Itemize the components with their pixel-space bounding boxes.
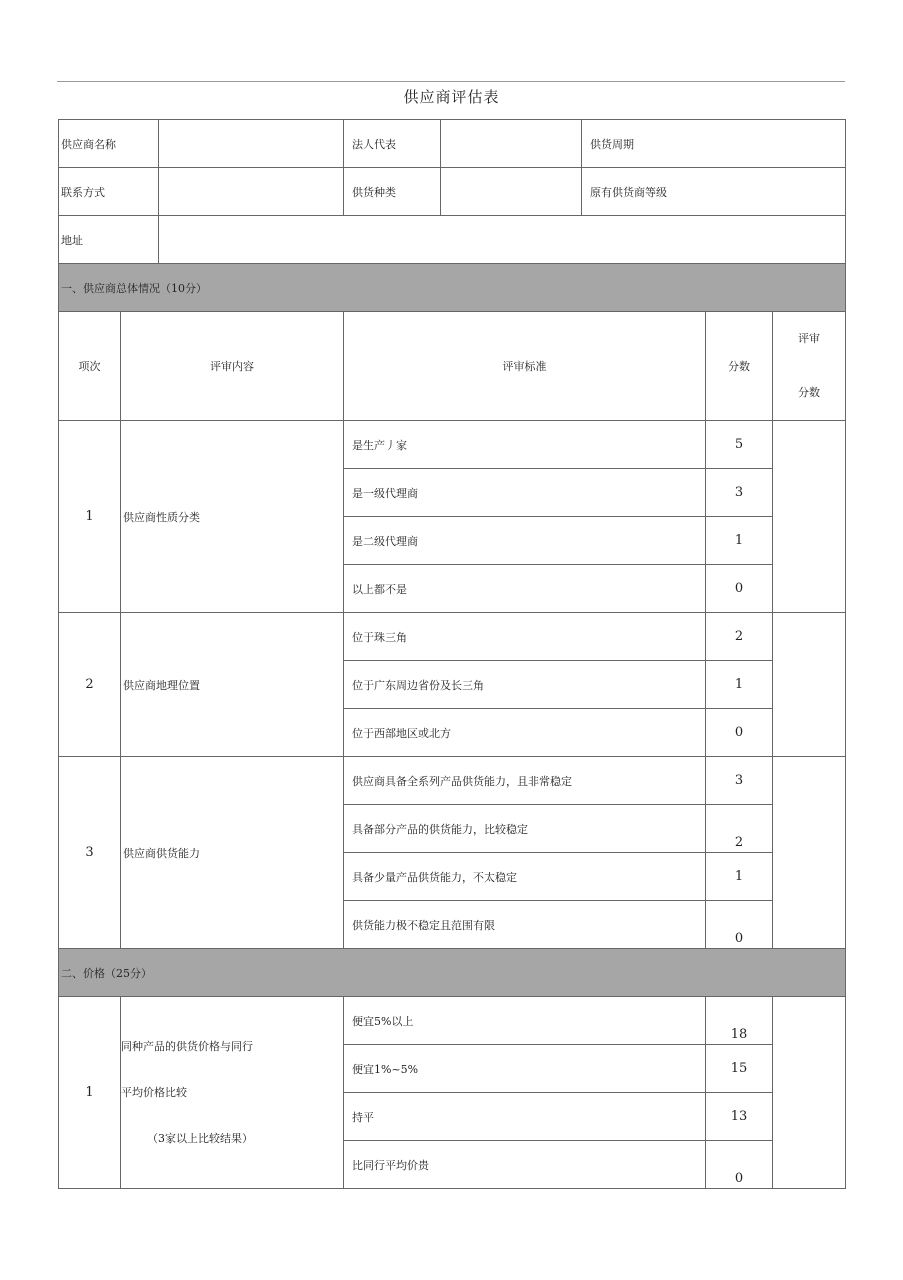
criteria-cell: 以上都不是 <box>344 565 706 613</box>
header-review-line2: 分数 <box>798 386 821 399</box>
form-title: 供应商评估表 <box>403 88 500 106</box>
contact-label: 联系方式 <box>59 168 159 216</box>
criteria-cell: 位于西部地区或北方 <box>344 709 706 757</box>
item-number: 3 <box>59 757 121 949</box>
evaluation-table <box>58 119 846 1189</box>
header-criteria: 评审标准 <box>344 312 706 421</box>
score-cell: 0 <box>706 901 773 949</box>
table-row <box>59 421 846 469</box>
criteria-cell: 比同行平均价贵 <box>344 1141 706 1189</box>
item-content: 供应商供货能力 <box>121 757 344 949</box>
criteria-cell: 供货能力极不稳定且范围有限 <box>344 901 706 949</box>
criteria-cell: 具备部分产品的供货能力，比较稳定 <box>344 805 706 853</box>
item-content-line: 平均价格比较 <box>121 1085 187 1099</box>
header-row <box>59 312 846 421</box>
table-row <box>59 757 846 805</box>
item-number: 1 <box>59 421 121 613</box>
score-cell: 18 <box>706 997 773 1045</box>
supply-cycle-label: 供货周期 <box>582 120 846 168</box>
item-content-line: 同种产品的供货价格与同行 <box>121 1039 253 1053</box>
score-cell: 1 <box>706 661 773 709</box>
score-cell: 0 <box>706 709 773 757</box>
score-cell: 3 <box>706 469 773 517</box>
supply-type-field[interactable] <box>441 168 582 216</box>
score-cell: 0 <box>706 565 773 613</box>
section-2-row <box>59 949 846 997</box>
criteria-cell: 便宜5%以上 <box>344 997 706 1045</box>
info-row-2 <box>59 168 846 216</box>
score-cell: 5 <box>706 421 773 469</box>
info-row-3 <box>59 216 846 264</box>
review-score-field[interactable] <box>773 421 846 613</box>
criteria-cell: 便宜1%~5% <box>344 1045 706 1093</box>
item-content <box>121 997 344 1189</box>
score-cell: 2 <box>706 805 773 853</box>
legal-rep-field[interactable] <box>441 120 582 168</box>
item-content-line: （3家以上比较结果） <box>147 1131 253 1145</box>
score-cell: 3 <box>706 757 773 805</box>
criteria-cell: 是生产丿家 <box>344 421 706 469</box>
criteria-cell: 供应商具备全系列产品供货能力，且非常稳定 <box>344 757 706 805</box>
section-1-title: 一、供应商总体情况（10分） <box>59 264 846 312</box>
score-cell: 1 <box>706 853 773 901</box>
supplier-name-label: 供应商名称 <box>59 120 159 168</box>
criteria-cell: 是一级代理商 <box>344 469 706 517</box>
header-review-score <box>773 312 846 421</box>
item-number: 1 <box>59 997 121 1189</box>
table-row <box>59 997 846 1045</box>
supply-type-label: 供货种类 <box>344 168 441 216</box>
score-cell: 15 <box>706 1045 773 1093</box>
header-review-line1: 评审 <box>798 332 821 345</box>
criteria-cell: 位于珠三角 <box>344 613 706 661</box>
supplier-name-field[interactable] <box>159 120 344 168</box>
header-item: 项次 <box>59 312 121 421</box>
section-2-title: 二、价格（25分） <box>59 949 846 997</box>
header-score: 分数 <box>706 312 773 421</box>
score-cell: 0 <box>706 1141 773 1189</box>
score-cell: 2 <box>706 613 773 661</box>
info-row-1 <box>59 120 846 168</box>
review-score-field[interactable] <box>773 997 846 1189</box>
criteria-cell: 具备少量产品供货能力，不太稳定 <box>344 853 706 901</box>
address-label: 地址 <box>59 216 159 264</box>
legal-rep-label: 法人代表 <box>344 120 441 168</box>
item-content: 供应商地理位置 <box>121 613 344 757</box>
original-grade-label: 原有供货商等级 <box>582 168 846 216</box>
item-number: 2 <box>59 613 121 757</box>
header-content: 评审内容 <box>121 312 344 421</box>
top-rule <box>57 81 845 82</box>
review-score-field[interactable] <box>773 613 846 757</box>
criteria-cell: 位于广东周边省份及长三角 <box>344 661 706 709</box>
criteria-cell: 是二级代理商 <box>344 517 706 565</box>
score-cell: 1 <box>706 517 773 565</box>
score-cell: 13 <box>706 1093 773 1141</box>
contact-field[interactable] <box>159 168 344 216</box>
review-score-field[interactable] <box>773 757 846 949</box>
criteria-cell: 持平 <box>344 1093 706 1141</box>
section-1-row <box>59 264 846 312</box>
item-content: 供应商性质分类 <box>121 421 344 613</box>
table-row <box>59 613 846 661</box>
address-field[interactable] <box>159 216 846 264</box>
